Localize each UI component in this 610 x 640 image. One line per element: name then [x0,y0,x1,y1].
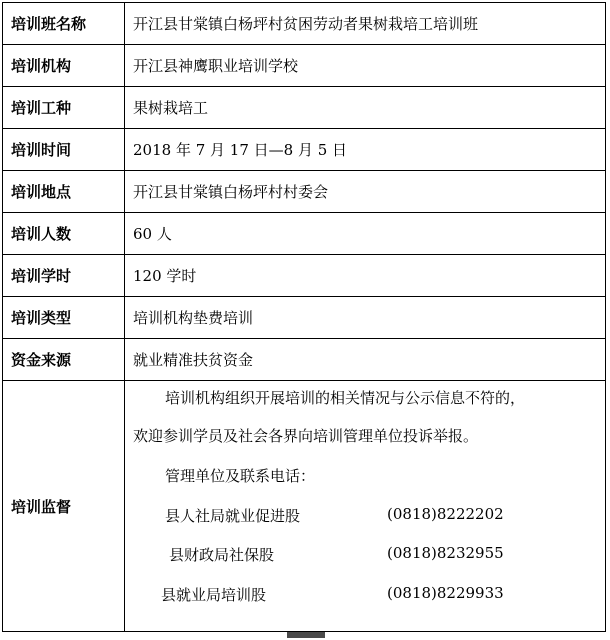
table-row-institution [3,45,606,87]
row-value: 果树栽培工 [125,87,606,129]
table-row-class-name [3,3,606,45]
row-value: 开江县甘棠镇白杨坪村贫困劳动者果树栽培工培训班 [125,3,606,45]
contact-unit: 县财政局社保股 [169,546,275,564]
notice-line: 培训机构组织开展培训的相关情况与公示信息不符的， [165,389,526,407]
contact-phone: (0818)8232955 [387,544,504,562]
row-value: 就业精准扶贫资金 [125,339,606,381]
row-label: 培训时间 [3,129,125,171]
row-label: 资金来源 [3,339,125,381]
supervision-cell [125,381,606,632]
table-row-funding [3,339,606,381]
table-row-trade [3,87,606,129]
contact-unit: 县就业局培训股 [161,586,267,604]
row-value: 2018 年 7 月 17 日—8 月 5 日 [125,129,606,171]
page-edge-mark [287,632,325,638]
training-info-table [2,2,606,632]
row-value: 培训机构垫费培训 [125,297,606,339]
row-label: 培训班名称 [3,3,125,45]
row-value: 120 学时 [125,255,606,297]
row-label: 培训机构 [3,45,125,87]
contact-phone: (0818)8229933 [387,584,504,602]
row-label: 培训监督 [3,381,125,632]
table-row-headcount [3,213,606,255]
contact-heading: 管理单位及联系电话： [165,467,316,485]
table-row-type [3,297,606,339]
contact-phone: (0818)8222202 [387,505,504,523]
table-row-supervision [3,381,606,632]
table-row-hours [3,255,606,297]
row-label: 培训地点 [3,171,125,213]
contact-unit: 县人社局就业促进股 [165,507,301,525]
contact-row [161,584,591,605]
table-row-time [3,129,606,171]
row-value: 60 人 [125,213,606,255]
row-label: 培训工种 [3,87,125,129]
row-value: 开江县甘棠镇白杨坪村村委会 [125,171,606,213]
row-value: 开江县神鹰职业培训学校 [125,45,606,87]
contact-row [165,505,585,526]
notice-line: 欢迎参训学员及社会各界向培训管理单位投诉举报。 [133,427,479,445]
supervision-body [125,381,605,631]
row-label: 培训人数 [3,213,125,255]
row-label: 培训学时 [3,255,125,297]
row-label: 培训类型 [3,297,125,339]
table-row-location [3,171,606,213]
contact-row [169,544,589,565]
